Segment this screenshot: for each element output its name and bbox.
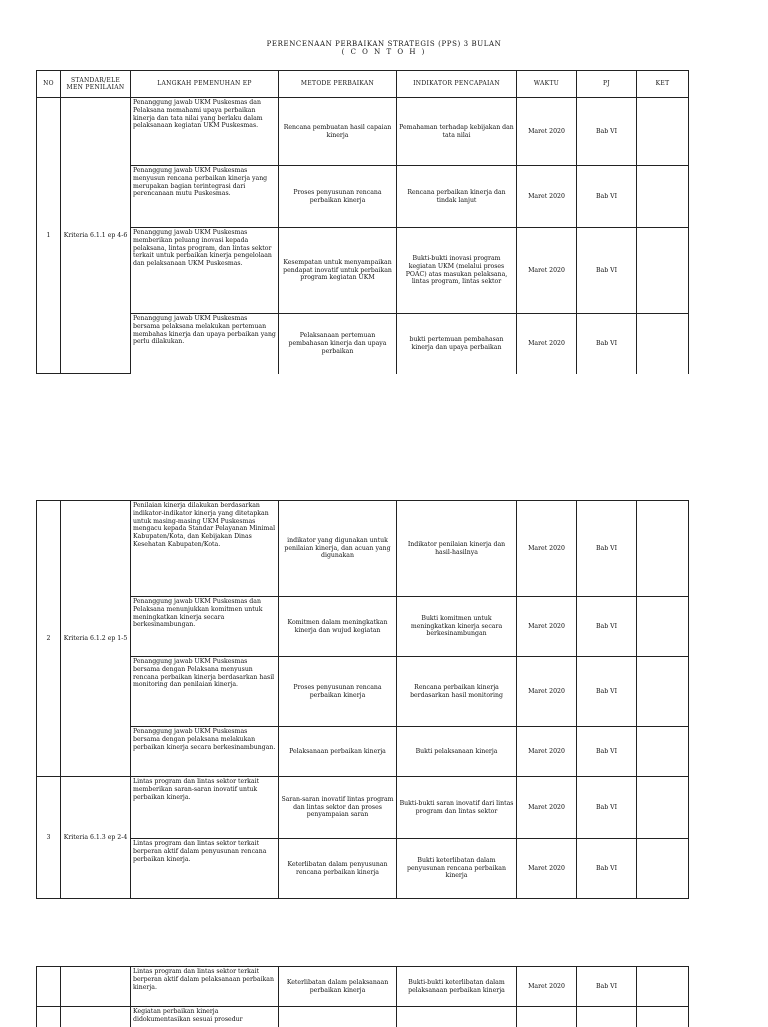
cell-metode: Proses penyusunan rencana perbaikan kinerja <box>279 166 397 228</box>
cell-indikator: Rencana perbaikan kinerja dan tindak lanjut <box>397 166 517 228</box>
table-row <box>37 777 689 839</box>
cell-metode: Pelaksanaan pertemuan pembahasan kinerja dan upaya perbaikan <box>279 314 397 374</box>
table-row <box>37 98 689 166</box>
header-langkah: LANGKAH PEMENUHAN EP <box>131 71 279 98</box>
cell-pj: Bab VI <box>577 314 637 374</box>
cell-langkah: Penanggung jawab UKM Puskesmas bersama dengan Pelaksana menyusun rencana perbaikan kinerja berdasarkan hasil monitoring dan penilaian kinerja. <box>131 657 279 727</box>
cell-pj: Bab VI <box>577 839 637 899</box>
cell-langkah: Penilaian kinerja dilakukan berdasarkan indikator-indikator kinerja yang ditetapkan untuk masing-masing UKM Puskesmas mengacu kepada Standar Pelayanan Minimal Kabupaten/Kota, dan Kebijakan Dinas Kesehatan Kabupaten/Kota. <box>131 501 279 597</box>
cell-langkah: Lintas program dan lintas sektor terkait berperan aktif dalam pelaksanaan perbaikan kinerja. <box>131 967 279 1007</box>
table-row <box>37 166 689 228</box>
cell-metode: Komitmen dalam meningkatkan kinerja dan wujud kegiatan <box>279 597 397 657</box>
cell-waktu: Maret 2020 <box>517 228 577 314</box>
cell-ket <box>637 727 689 777</box>
table-header-row <box>37 71 689 98</box>
pps-table-part-3 <box>36 966 689 1027</box>
table-row <box>37 727 689 777</box>
pps-table-part-2 <box>36 500 689 899</box>
document-title: PERENCENAAN PERBAIKAN STRATEGIS (PPS) 3 BULAN <box>266 40 502 48</box>
cell-waktu: Maret 2020 <box>517 597 577 657</box>
cell-langkah: Penanggung jawab UKM Puskesmas menyusun rencana perbaikan kinerja yang merupakan bagian terintegrasi dari perencanaan mutu Puskesmas. <box>131 166 279 228</box>
header-indikator: INDIKATOR PENCAPAIAN <box>397 71 517 98</box>
cell-waktu: Maret 2020 <box>517 314 577 374</box>
cell-metode: Keterlibatan dalam penyusunan rencana perbaikan kinerja <box>279 839 397 899</box>
cell-pj: Bab VI <box>577 501 637 597</box>
group-standar: Kriteria 6.1.3 ep 2-4 <box>61 777 131 899</box>
cell-no <box>37 967 61 1007</box>
cell-waktu: Maret 2020 <box>517 657 577 727</box>
group-standar: Kriteria 6.1.2 ep 1-5 <box>61 501 131 777</box>
cell-waktu: Maret 2020 <box>517 166 577 228</box>
cell-pj: Bab VI <box>577 967 637 1007</box>
cell-waktu: Maret 2020 <box>517 727 577 777</box>
document-subtitle: ( C O N T O H ) <box>341 48 427 56</box>
cell-ket <box>637 228 689 314</box>
cell-pj: Bab VI <box>577 166 637 228</box>
pps-table-part-1 <box>36 70 689 374</box>
cell-metode: Proses penyusunan rencana perbaikan kinerja <box>279 657 397 727</box>
header-waktu: WAKTU <box>517 71 577 98</box>
cell-ket <box>637 166 689 228</box>
header-no: NO <box>37 71 61 98</box>
cell-metode: Rencana pembuatan hasil capaian kinerja <box>279 98 397 166</box>
cell-waktu: Maret 2020 <box>517 839 577 899</box>
cell-langkah: Lintas program dan lintas sektor terkait memberikan saran-saran inovatif untuk perbaikan kinerja. <box>131 777 279 839</box>
cell-indikator: Bukti-bukti keterlibatan dalam pelaksanaan perbaikan kinerja <box>397 967 517 1007</box>
cell-metode: Saran-saran inovatif lintas program dan lintas sektor dan proses penyampaian saran <box>279 777 397 839</box>
group-no: 2 <box>37 501 61 777</box>
group-standar: Kriteria 6.1.1 ep 4-6 <box>61 98 131 374</box>
header-ket: KET <box>637 71 689 98</box>
cell-waktu: Maret 2020 <box>517 501 577 597</box>
table-row <box>37 314 689 374</box>
cell-metode: Kesempatan untuk menyampaikan pendapat inovatif untuk perbaikan program kegiatan UKM <box>279 228 397 314</box>
cell-indikator: Bukti keterlibatan dalam penyusunan rencana perbaikan kinerja <box>397 839 517 899</box>
cell-ket <box>637 98 689 166</box>
cell-ket <box>637 967 689 1007</box>
table-row <box>37 228 689 314</box>
cell-langkah: Lintas program dan lintas sektor terkait berperan aktif dalam penyusunan rencana perbaikan kinerja. <box>131 839 279 899</box>
cell-ket <box>637 314 689 374</box>
cell-langkah: Penanggung jawab UKM Puskesmas dan Pelaksana menunjukkan komitmen untuk meningkatkan kinerja secara berkesinambungan. <box>131 597 279 657</box>
cell-langkah: Penanggung jawab UKM Puskesmas bersama dengan pelaksana melakukan perbaikan kinerja secara berkesinambungan. <box>131 727 279 777</box>
cell-ket <box>637 657 689 727</box>
cell-ket <box>637 839 689 899</box>
cell-pj: Bab VI <box>577 657 637 727</box>
header-standar: STANDAR/ELE MEN PENILAIAN <box>61 71 131 98</box>
group-no: 3 <box>37 777 61 899</box>
cell-langkah: Penanggung jawab UKM Puskesmas memberikan peluang inovasi kepada pelaksana, lintas program, dan lintas sektor terkait untuk perbaikan kinerja pengelolaan dan pelaksanaan UKM Puskesmas. <box>131 228 279 314</box>
cell-waktu: Maret 2020 <box>517 967 577 1007</box>
cell-indikator: Bukti-bukti inovasi program kegiatan UKM (melalui proses POAC) atas masukan pelaksana, lintas program, lintas sektor <box>397 228 517 314</box>
cell-standar <box>61 967 131 1007</box>
table-row <box>37 597 689 657</box>
cell-ket <box>637 597 689 657</box>
group-no: 1 <box>37 98 61 374</box>
cell-waktu: Maret 2020 <box>517 98 577 166</box>
cell-langkah: Penanggung jawab UKM Puskesmas bersama pelaksana melakukan pertemuan membahas kinerja dan upaya perbaikan yang perlu dilakukan. <box>131 314 279 374</box>
cell-indikator: Bukti-bukti saran inovatif dari lintas program dan lintas sektor <box>397 777 517 839</box>
cell-indikator: Rencana perbaikan kinerja berdasarkan hasil monitoring <box>397 657 517 727</box>
cell-langkah: Penanggung jawab UKM Puskesmas dan Pelaksana memahami upaya perbaikan kinerja dan tata nilai yang berlaku dalam pelaksanaan kegiatan UKM Puskesmas. <box>131 98 279 166</box>
cell-indikator: Bukti pelaksanaan kinerja <box>397 727 517 777</box>
cell-metode: Keterlibatan dalam pelaksanaan perbaikan kinerja <box>279 967 397 1007</box>
cell-ket <box>637 777 689 839</box>
cell-indikator: Indikator penilaian kinerja dan hasil-hasilnya <box>397 501 517 597</box>
table-row <box>37 657 689 727</box>
cell-pj: Bab VI <box>577 98 637 166</box>
cell-pj: Bab VI <box>577 727 637 777</box>
table-row <box>37 839 689 899</box>
cell-pj: Bab VI <box>577 777 637 839</box>
cell-metode: Pelaksanaan perbaikan kinerja <box>279 727 397 777</box>
cell-metode: indikator yang digunakan untuk penilaian kinerja, dan acuan yang digunakan <box>279 501 397 597</box>
header-pj: PJ <box>577 71 637 98</box>
cell-indikator: Bukti komitmen untuk meningkatkan kinerja secara berkesinambungan <box>397 597 517 657</box>
cell-ket <box>637 501 689 597</box>
cell-langkah: Kegiatan perbaikan kinerja didokumentasikan sesuai prosedur <box>131 1007 279 1027</box>
header-metode: METODE PERBAIKAN <box>279 71 397 98</box>
cell-waktu: Maret 2020 <box>517 777 577 839</box>
table-row <box>37 967 689 1007</box>
table-row <box>37 501 689 597</box>
cell-pj: Bab VI <box>577 597 637 657</box>
cell-indikator: bukti pertemuan pembahasan kinerja dan upaya perbaikan <box>397 314 517 374</box>
cell-indikator: Pemahaman terhadap kebijakan dan tata nilai <box>397 98 517 166</box>
cell-pj: Bab VI <box>577 228 637 314</box>
